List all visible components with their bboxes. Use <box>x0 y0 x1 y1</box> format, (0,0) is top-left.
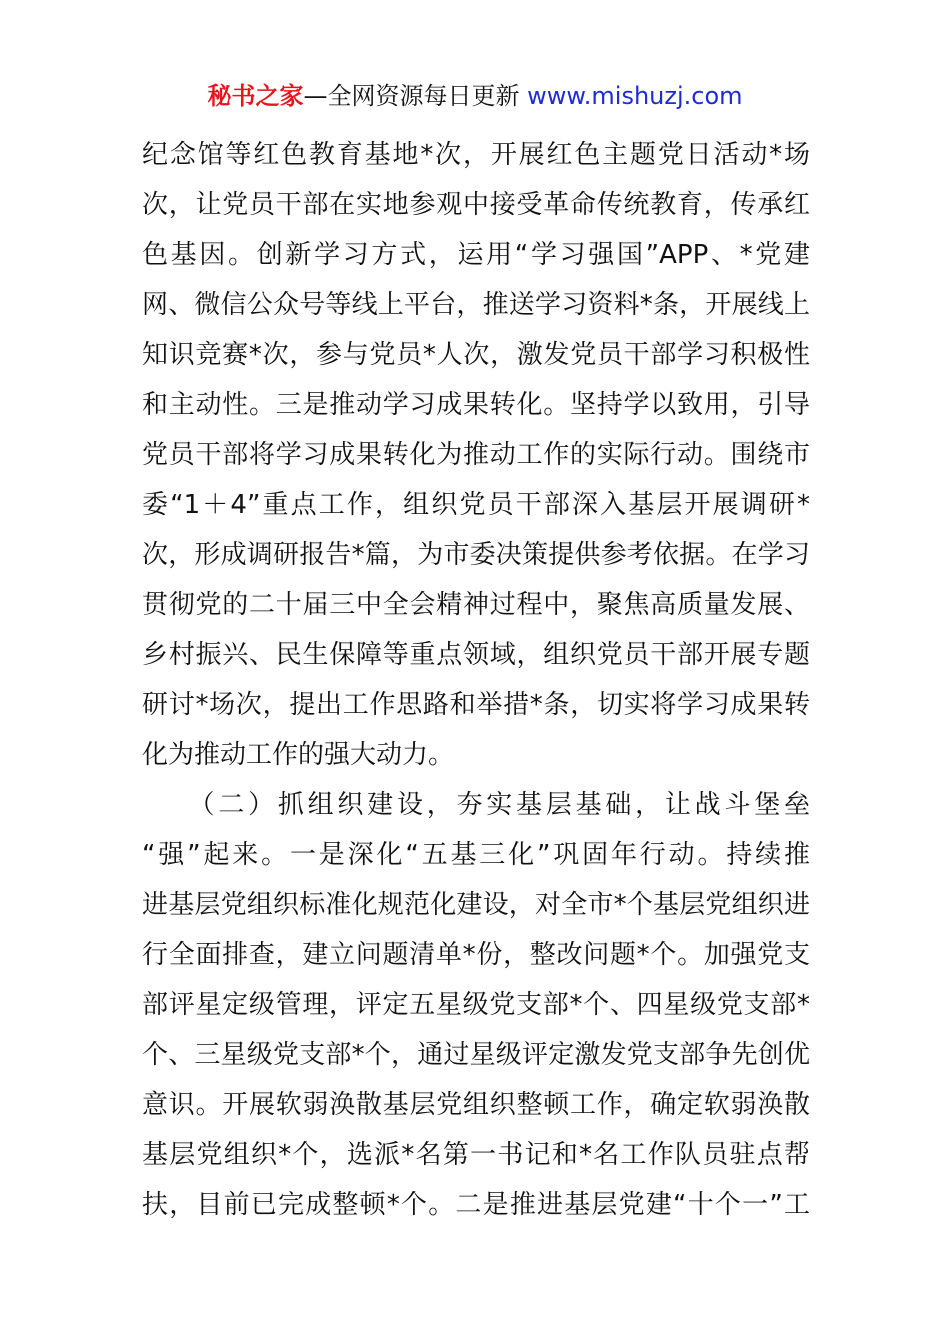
text-line: 进基层党组织标准化规范化建设，对全市*个基层党组织进 <box>142 890 810 920</box>
text-line: 意识。开展软弱涣散基层党组织整顿工作，确定软弱涣散 <box>142 1090 810 1120</box>
text-line: 委“1＋4”重点工作，组织党员干部深入基层开展调研* <box>142 490 810 520</box>
text-line: 纪念馆等红色教育基地*次，开展红色主题党日活动*场 <box>142 140 810 170</box>
text-line: 乡村振兴、民生保障等重点领域，组织党员干部开展专题 <box>142 640 810 670</box>
text-line: 知识竞赛*次，参与党员*人次，激发党员干部学习积极性 <box>142 340 810 370</box>
text-line: 研讨*场次，提出工作思路和举措*条，切实将学习成果转 <box>142 690 810 720</box>
text-line: 扶，目前已完成整顿*个。二是推进基层党建“十个一”工 <box>142 1190 810 1220</box>
page-header <box>0 78 950 114</box>
text-line: 贯彻党的二十届三中全会精神过程中，聚焦高质量发展、 <box>142 590 810 620</box>
text-line: 基层党组织*个，选派*名第一书记和*名工作队员驻点帮 <box>142 1140 810 1170</box>
text-line: 网、微信公众号等线上平台，推送学习资料*条，开展线上 <box>142 290 810 320</box>
text-line: 行全面排查，建立问题清单*份，整改问题*个。加强党支 <box>142 940 810 970</box>
header-tagline: —全网资源每日更新 <box>303 82 528 110</box>
header-brand: 秘书之家 <box>207 82 304 110</box>
header-site-link[interactable]: www.mishuzj.com <box>527 82 743 110</box>
text-line: 个、三星级党支部*个，通过星级评定激发党支部争先创优 <box>142 1040 810 1070</box>
text-line: 和主动性。三是推动学习成果转化。坚持学以致用，引导 <box>142 390 810 420</box>
body-text <box>142 130 810 1230</box>
text-line: 党员干部将学习成果转化为推动工作的实际行动。围绕市 <box>142 440 810 470</box>
text-line: 次，形成调研报告*篇，为市委决策提供参考依据。在学习 <box>142 540 810 570</box>
text-line: 次，让党员干部在实地参观中接受革命传统教育，传承红 <box>142 190 810 220</box>
paragraph-end-line: 化为推动工作的强大动力。 <box>142 740 455 770</box>
text-line: 部评星定级管理，评定五星级党支部*个、四星级党支部* <box>142 990 810 1020</box>
text-line: “强”起来。一是深化“五基三化”巩固年行动。持续推 <box>142 840 810 870</box>
section-heading-line: （二）抓组织建设，夯实基层基础，让战斗堡垒 <box>142 790 810 820</box>
text-line: 色基因。创新学习方式，运用“学习强国”APP、*党建 <box>142 240 810 270</box>
